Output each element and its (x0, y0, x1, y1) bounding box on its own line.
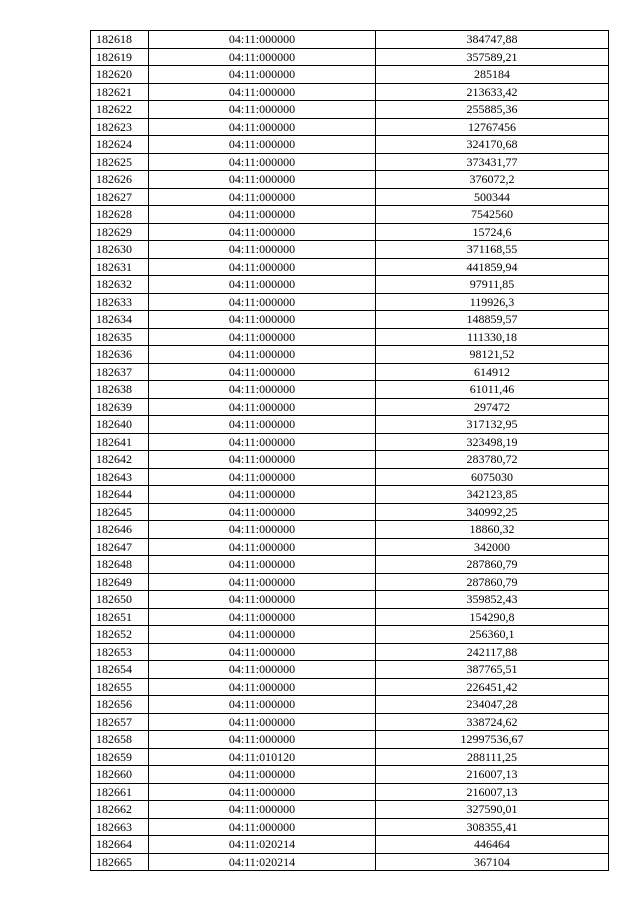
row-id-cell: 182639 (91, 398, 149, 416)
table-row (91, 468, 609, 486)
table-row (91, 118, 609, 136)
row-id-cell: 182654 (91, 661, 149, 679)
row-time-cell: 04:11:020214 (149, 836, 376, 854)
row-id-cell: 182641 (91, 433, 149, 451)
row-amount-cell: 384747,88 (376, 31, 609, 49)
row-time-cell: 04:11:000000 (149, 451, 376, 469)
data-table (90, 30, 609, 871)
row-amount-cell: 97911,85 (376, 276, 609, 294)
table-row (91, 206, 609, 224)
row-amount-cell: 376072,2 (376, 171, 609, 189)
row-id-cell: 182622 (91, 101, 149, 119)
row-id-cell: 182634 (91, 311, 149, 329)
row-id-cell: 182625 (91, 153, 149, 171)
row-id-cell: 182631 (91, 258, 149, 276)
row-id-cell: 182664 (91, 836, 149, 854)
table-row (91, 241, 609, 259)
table-body (91, 31, 609, 871)
row-amount-cell: 111330,18 (376, 328, 609, 346)
row-amount-cell: 367104 (376, 853, 609, 871)
table-row (91, 416, 609, 434)
table-row (91, 136, 609, 154)
row-id-cell: 182647 (91, 538, 149, 556)
row-time-cell: 04:11:000000 (149, 416, 376, 434)
row-time-cell: 04:11:000000 (149, 433, 376, 451)
table-row (91, 486, 609, 504)
table-row (91, 503, 609, 521)
table-row (91, 538, 609, 556)
row-id-cell: 182663 (91, 818, 149, 836)
row-time-cell: 04:11:000000 (149, 818, 376, 836)
table-row (91, 818, 609, 836)
row-time-cell: 04:11:000000 (149, 101, 376, 119)
row-time-cell: 04:11:000000 (149, 696, 376, 714)
row-time-cell: 04:11:000000 (149, 363, 376, 381)
row-amount-cell: 213633,42 (376, 83, 609, 101)
row-time-cell: 04:11:000000 (149, 328, 376, 346)
row-id-cell: 182620 (91, 66, 149, 84)
row-id-cell: 182657 (91, 713, 149, 731)
row-time-cell: 04:11:000000 (149, 171, 376, 189)
row-time-cell: 04:11:000000 (149, 591, 376, 609)
row-amount-cell: 18860,32 (376, 521, 609, 539)
row-time-cell: 04:11:000000 (149, 766, 376, 784)
table-row (91, 853, 609, 871)
row-time-cell: 04:11:000000 (149, 678, 376, 696)
row-time-cell: 04:11:000000 (149, 521, 376, 539)
row-id-cell: 182626 (91, 171, 149, 189)
row-amount-cell: 256360,1 (376, 626, 609, 644)
row-amount-cell: 154290,8 (376, 608, 609, 626)
row-time-cell: 04:11:000000 (149, 66, 376, 84)
table-row (91, 188, 609, 206)
row-time-cell: 04:11:000000 (149, 31, 376, 49)
row-time-cell: 04:11:000000 (149, 731, 376, 749)
row-amount-cell: 285184 (376, 66, 609, 84)
table-row (91, 293, 609, 311)
row-amount-cell: 446464 (376, 836, 609, 854)
row-id-cell: 182651 (91, 608, 149, 626)
row-id-cell: 182638 (91, 381, 149, 399)
row-id-cell: 182635 (91, 328, 149, 346)
table-row (91, 643, 609, 661)
row-amount-cell: 283780,72 (376, 451, 609, 469)
row-time-cell: 04:11:000000 (149, 608, 376, 626)
row-time-cell: 04:11:000000 (149, 538, 376, 556)
row-id-cell: 182643 (91, 468, 149, 486)
row-time-cell: 04:11:000000 (149, 276, 376, 294)
row-amount-cell: 119926,3 (376, 293, 609, 311)
table-row (91, 153, 609, 171)
table-row (91, 836, 609, 854)
row-amount-cell: 327590,01 (376, 801, 609, 819)
table-row (91, 573, 609, 591)
row-amount-cell: 297472 (376, 398, 609, 416)
row-time-cell: 04:11:000000 (149, 398, 376, 416)
row-time-cell: 04:11:000000 (149, 206, 376, 224)
row-id-cell: 182660 (91, 766, 149, 784)
row-amount-cell: 342000 (376, 538, 609, 556)
row-id-cell: 182662 (91, 801, 149, 819)
row-amount-cell: 288111,25 (376, 748, 609, 766)
row-id-cell: 182646 (91, 521, 149, 539)
row-amount-cell: 371168,55 (376, 241, 609, 259)
table-row (91, 608, 609, 626)
table-row (91, 451, 609, 469)
row-amount-cell: 338724,62 (376, 713, 609, 731)
row-id-cell: 182621 (91, 83, 149, 101)
row-amount-cell: 12767456 (376, 118, 609, 136)
row-id-cell: 182618 (91, 31, 149, 49)
row-amount-cell: 287860,79 (376, 573, 609, 591)
table-row (91, 801, 609, 819)
table-row (91, 398, 609, 416)
row-time-cell: 04:11:020214 (149, 853, 376, 871)
row-id-cell: 182629 (91, 223, 149, 241)
row-time-cell: 04:11:000000 (149, 381, 376, 399)
row-id-cell: 182652 (91, 626, 149, 644)
row-time-cell: 04:11:000000 (149, 556, 376, 574)
row-time-cell: 04:11:000000 (149, 801, 376, 819)
table-row (91, 346, 609, 364)
row-id-cell: 182665 (91, 853, 149, 871)
row-amount-cell: 7542560 (376, 206, 609, 224)
row-amount-cell: 148859,57 (376, 311, 609, 329)
table-row (91, 521, 609, 539)
row-id-cell: 182648 (91, 556, 149, 574)
row-time-cell: 04:11:000000 (149, 48, 376, 66)
row-id-cell: 182627 (91, 188, 149, 206)
row-time-cell: 04:11:000000 (149, 311, 376, 329)
row-amount-cell: 226451,42 (376, 678, 609, 696)
table-row (91, 328, 609, 346)
row-amount-cell: 287860,79 (376, 556, 609, 574)
row-time-cell: 04:11:000000 (149, 258, 376, 276)
row-id-cell: 182659 (91, 748, 149, 766)
row-time-cell: 04:11:000000 (149, 83, 376, 101)
table-row (91, 678, 609, 696)
row-amount-cell: 500344 (376, 188, 609, 206)
table-row (91, 171, 609, 189)
row-amount-cell: 216007,13 (376, 766, 609, 784)
row-time-cell: 04:11:000000 (149, 486, 376, 504)
row-time-cell: 04:11:000000 (149, 136, 376, 154)
row-id-cell: 182633 (91, 293, 149, 311)
row-amount-cell: 324170,68 (376, 136, 609, 154)
row-time-cell: 04:11:000000 (149, 241, 376, 259)
row-id-cell: 182619 (91, 48, 149, 66)
table-row (91, 276, 609, 294)
row-id-cell: 182632 (91, 276, 149, 294)
row-time-cell: 04:11:000000 (149, 713, 376, 731)
table-row (91, 258, 609, 276)
row-id-cell: 182624 (91, 136, 149, 154)
table-row (91, 83, 609, 101)
row-amount-cell: 15724,6 (376, 223, 609, 241)
row-id-cell: 182642 (91, 451, 149, 469)
table-row (91, 626, 609, 644)
row-amount-cell: 308355,41 (376, 818, 609, 836)
table-row (91, 363, 609, 381)
row-time-cell: 04:11:000000 (149, 346, 376, 364)
row-amount-cell: 373431,77 (376, 153, 609, 171)
row-id-cell: 182636 (91, 346, 149, 364)
table-row (91, 556, 609, 574)
row-amount-cell: 317132,95 (376, 416, 609, 434)
row-time-cell: 04:11:000000 (149, 223, 376, 241)
row-id-cell: 182640 (91, 416, 149, 434)
row-time-cell: 04:11:000000 (149, 188, 376, 206)
row-time-cell: 04:11:000000 (149, 661, 376, 679)
table-row (91, 381, 609, 399)
row-time-cell: 04:11:000000 (149, 468, 376, 486)
table-row (91, 66, 609, 84)
row-time-cell: 04:11:010120 (149, 748, 376, 766)
row-id-cell: 182650 (91, 591, 149, 609)
row-time-cell: 04:11:000000 (149, 783, 376, 801)
row-id-cell: 182661 (91, 783, 149, 801)
row-id-cell: 182630 (91, 241, 149, 259)
row-amount-cell: 98121,52 (376, 346, 609, 364)
table-row (91, 223, 609, 241)
row-time-cell: 04:11:000000 (149, 573, 376, 591)
table-row (91, 713, 609, 731)
table-row (91, 48, 609, 66)
row-amount-cell: 340992,25 (376, 503, 609, 521)
row-id-cell: 182656 (91, 696, 149, 714)
row-amount-cell: 242117,88 (376, 643, 609, 661)
row-amount-cell: 614912 (376, 363, 609, 381)
row-time-cell: 04:11:000000 (149, 503, 376, 521)
table-row (91, 101, 609, 119)
table-row (91, 696, 609, 714)
table-row (91, 31, 609, 49)
row-id-cell: 182645 (91, 503, 149, 521)
row-amount-cell: 342123,85 (376, 486, 609, 504)
row-id-cell: 182655 (91, 678, 149, 696)
table-row (91, 661, 609, 679)
row-id-cell: 182644 (91, 486, 149, 504)
row-amount-cell: 255885,36 (376, 101, 609, 119)
table-row (91, 766, 609, 784)
row-amount-cell: 61011,46 (376, 381, 609, 399)
table-row (91, 433, 609, 451)
row-time-cell: 04:11:000000 (149, 153, 376, 171)
table-row (91, 748, 609, 766)
row-amount-cell: 234047,28 (376, 696, 609, 714)
row-amount-cell: 6075030 (376, 468, 609, 486)
row-id-cell: 182653 (91, 643, 149, 661)
row-time-cell: 04:11:000000 (149, 626, 376, 644)
row-id-cell: 182623 (91, 118, 149, 136)
table-row (91, 731, 609, 749)
row-amount-cell: 12997536,67 (376, 731, 609, 749)
row-amount-cell: 387765,51 (376, 661, 609, 679)
row-amount-cell: 441859,94 (376, 258, 609, 276)
row-time-cell: 04:11:000000 (149, 643, 376, 661)
row-id-cell: 182649 (91, 573, 149, 591)
row-amount-cell: 359852,43 (376, 591, 609, 609)
row-id-cell: 182637 (91, 363, 149, 381)
row-id-cell: 182628 (91, 206, 149, 224)
table-row (91, 783, 609, 801)
row-time-cell: 04:11:000000 (149, 118, 376, 136)
row-id-cell: 182658 (91, 731, 149, 749)
table-row (91, 311, 609, 329)
row-amount-cell: 323498,19 (376, 433, 609, 451)
row-amount-cell: 216007,13 (376, 783, 609, 801)
row-amount-cell: 357589,21 (376, 48, 609, 66)
row-time-cell: 04:11:000000 (149, 293, 376, 311)
table-row (91, 591, 609, 609)
